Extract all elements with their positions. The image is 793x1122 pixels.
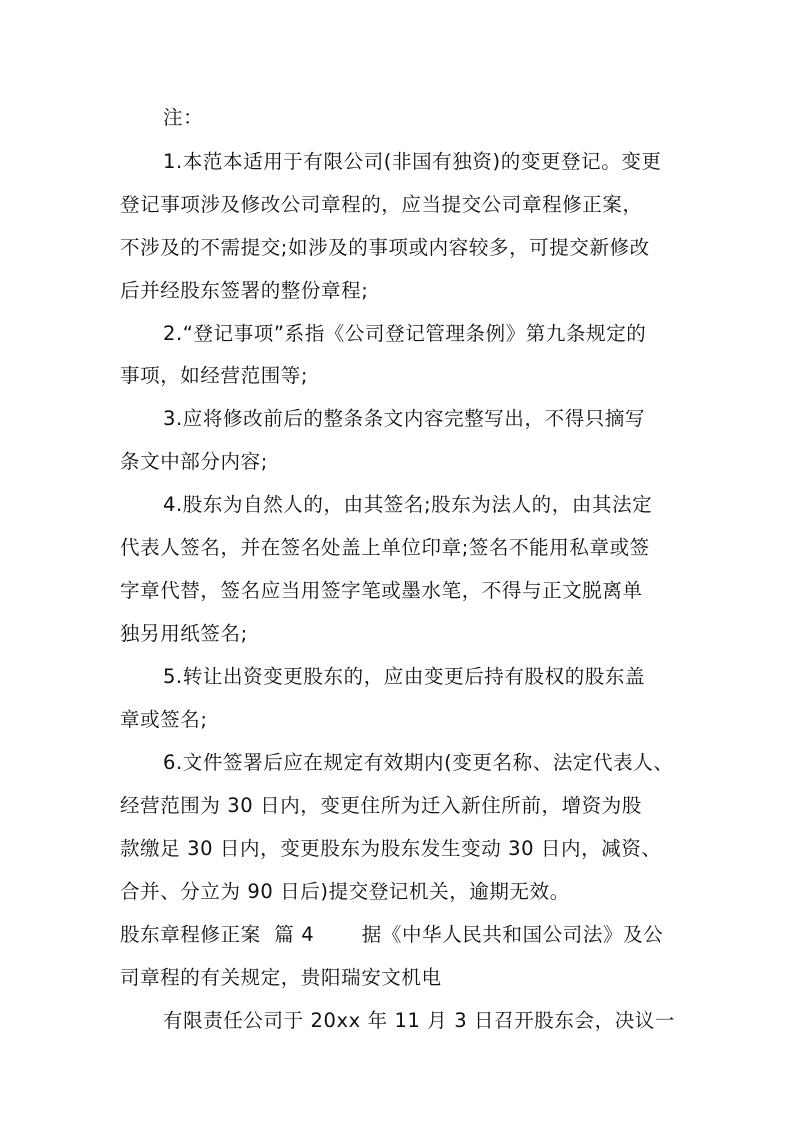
note-3-line-1: 3.应将修改前后的整条条文内容完整写出，不得只摘写 (163, 407, 646, 430)
note-6-line-1: 6.文件签署后应在规定有效期内(变更名称、法定代表人、 (163, 751, 674, 774)
note-4-line-4: 独另用纸签名; (120, 622, 248, 645)
note-2-line-1: 2.“登记事项”系指《公司登记管理条例》第九条规定的 (163, 322, 647, 345)
note-6-line-3: 款缴足 30 日内，变更股东为股东发生变动 30 日内，减资、 (120, 837, 662, 860)
section-heading-line-2: 司章程的有关规定，贵阳瑞安文机电 (120, 966, 442, 989)
note-4-line-2: 代表人签名，并在签名处盖上单位印章;签名不能用私章或签 (120, 536, 650, 559)
note-5-line-1: 5.转让出资变更股东的，应由变更后持有股权的股东盖 (163, 665, 646, 688)
closing-line: 有限责任公司于 20xx 年 11 月 3 日召开股东会，决议一 (163, 1009, 676, 1032)
note-6-line-4: 合并、分立为 90 日后)提交登记机关，逾期无效。 (120, 880, 570, 903)
note-3-line-2: 条文中部分内容; (120, 450, 268, 473)
note-6-line-2: 经营范围为 30 日内，变更住所为迁入新住所前，增资为股 (120, 794, 643, 817)
note-1-line-1: 1.本范本适用于有限公司(非国有独资)的变更登记。变更 (163, 150, 662, 173)
note-1-line-3: 不涉及的不需提交;如涉及的事项或内容较多，可提交新修改 (120, 236, 650, 259)
note-4-line-1: 4.股东为自然人的，由其签名;股东为法人的，由其法定 (163, 493, 653, 516)
note-5-line-2: 章或签名; (120, 708, 208, 731)
note-2-line-2: 事项，如经营范围等; (120, 364, 309, 387)
note-heading: 注： (163, 106, 204, 129)
note-1-line-2: 登记事项涉及修改公司章程的，应当提交公司章程修正案， (120, 193, 643, 216)
section-heading-line-1: 股东章程修正案 篇 4 据《中华人民共和国公司法》及公 (120, 923, 664, 946)
note-4-line-3: 字章代替，签名应当用签字笔或墨水笔，不得与正文脱离单 (120, 579, 643, 602)
note-1-line-4: 后并经股东签署的整份章程; (120, 279, 369, 302)
